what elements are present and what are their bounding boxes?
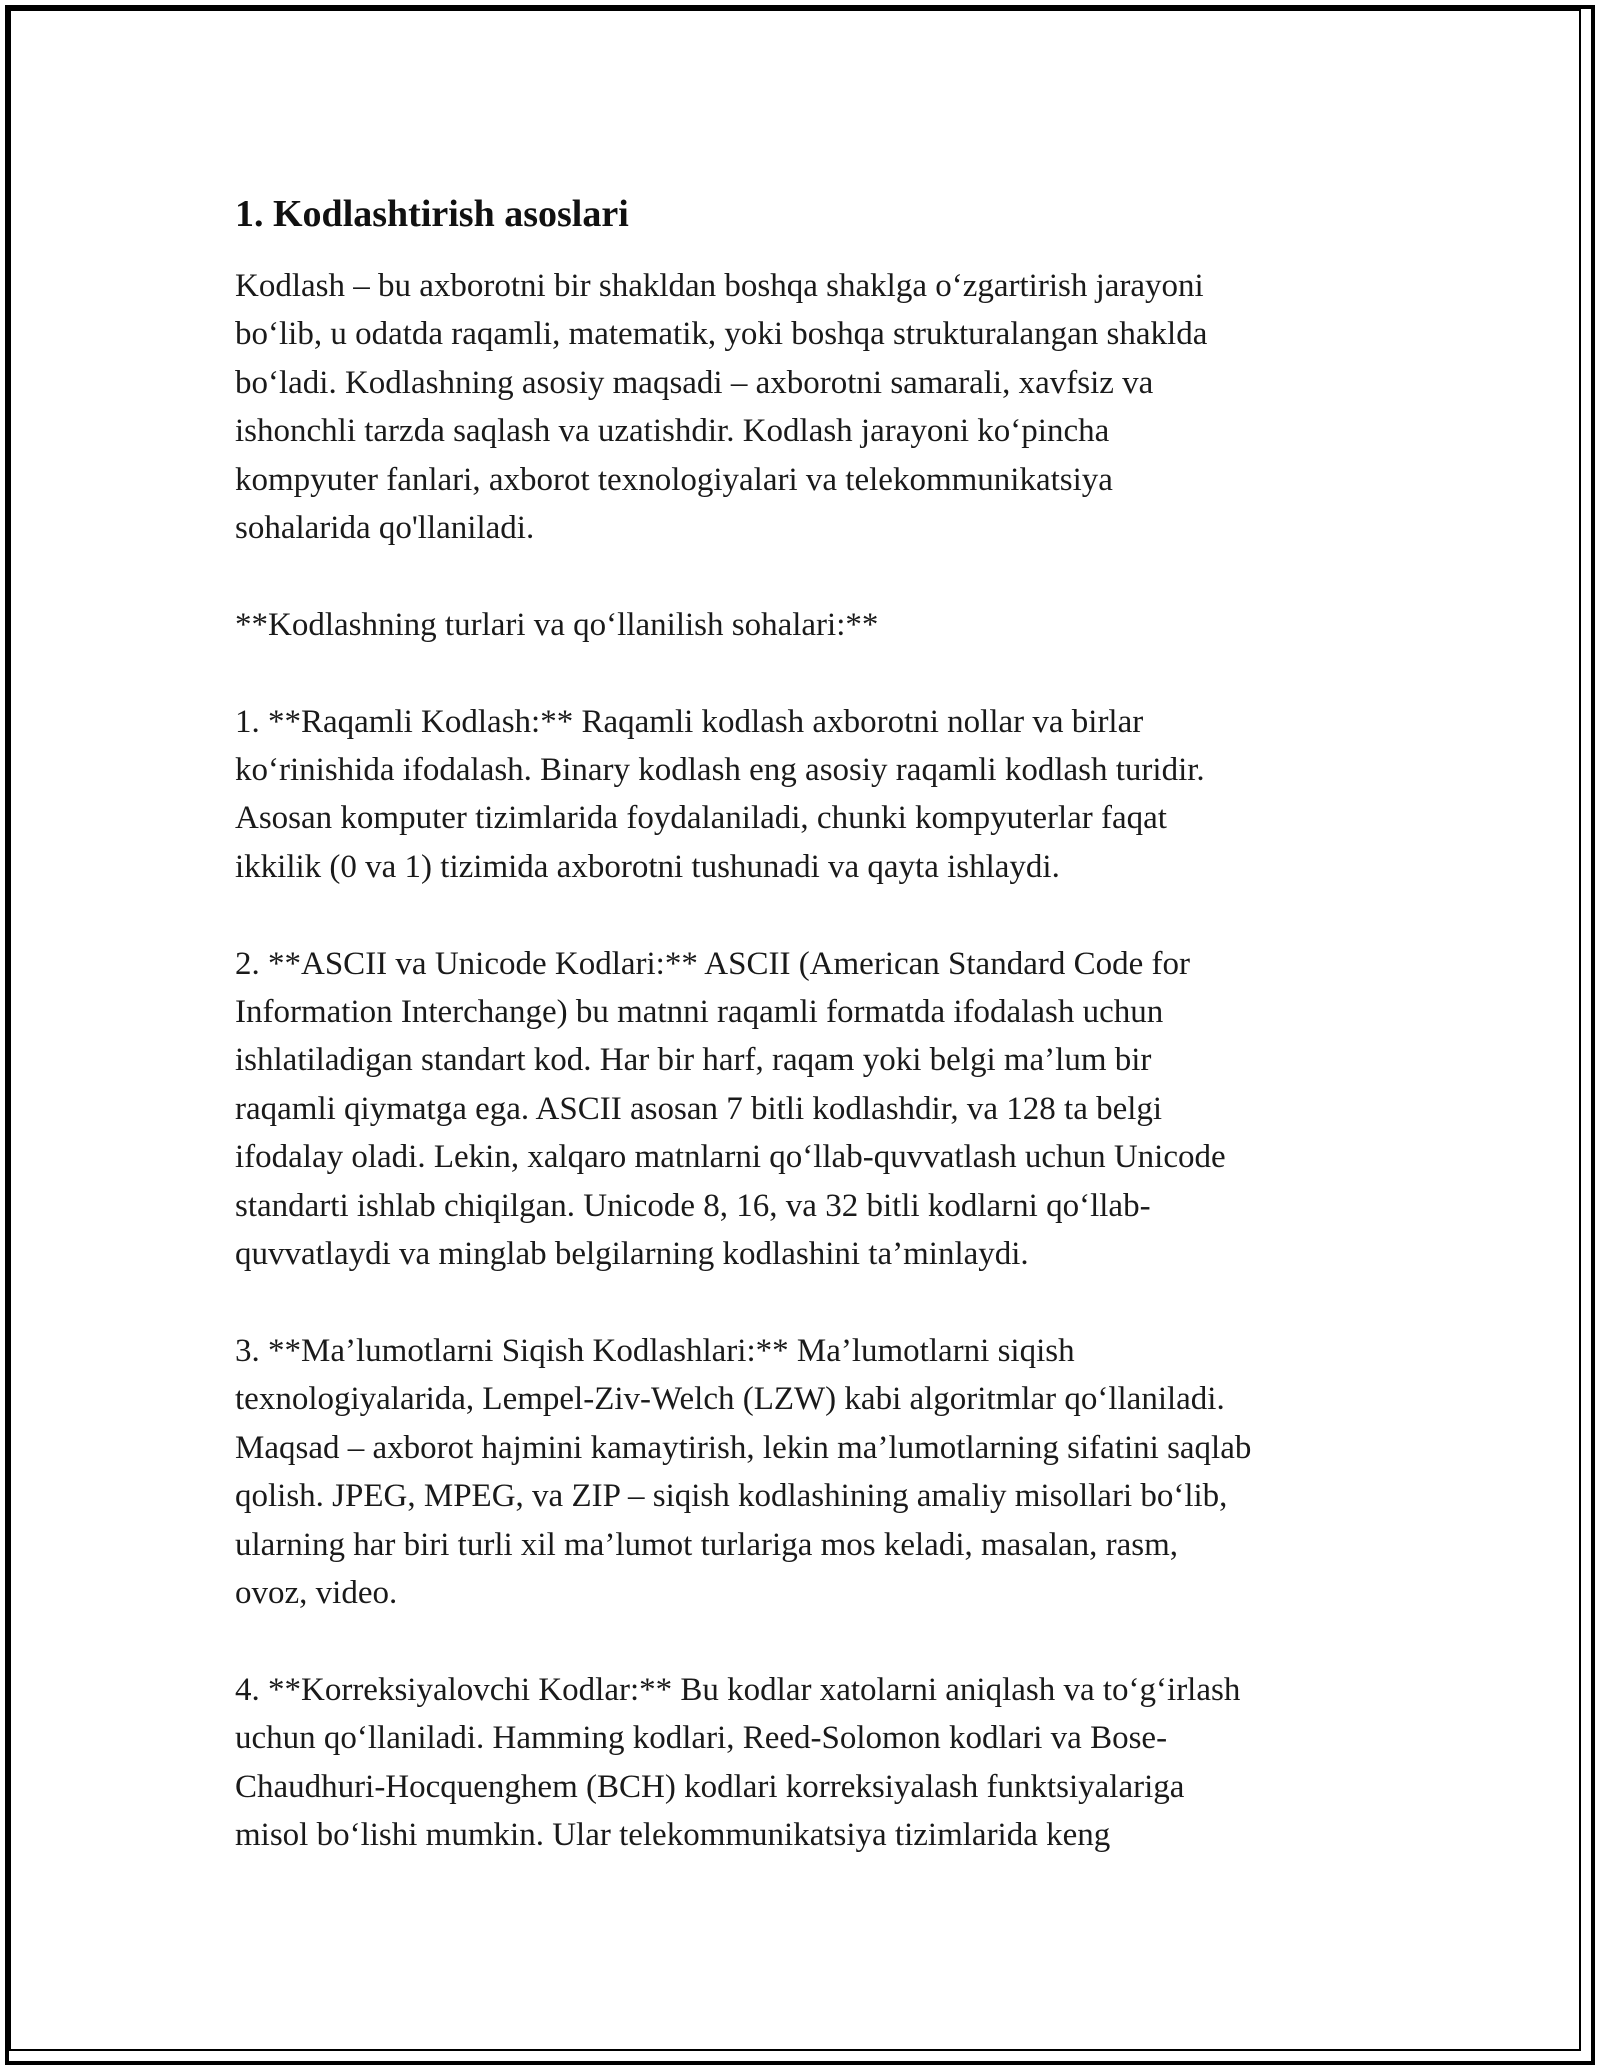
text-line: Kodlash – bu axborotni bir shakldan boshqa shaklga o‘zgartirish jarayoni (235, 268, 1204, 304)
text-line: ovoz, video. (235, 1574, 398, 1611)
text-line: bo‘ladi. Kodlashning asosiy maqsadi – axborotni samarali, xavfsiz va (235, 364, 1154, 401)
paragraph-spacer (235, 552, 1385, 600)
list-item-2-paragraph (235, 940, 1385, 1279)
document-body (235, 186, 1385, 1859)
text-line: **Kodlashning turlari va qo‘llanilish sohalari:** (235, 606, 879, 643)
paragraph-spacer (235, 649, 1385, 697)
paragraph-spacer (235, 891, 1385, 939)
text-line: 1. **Raqamli Kodlash:** Raqamli kodlash axborotni nollar va birlar (235, 703, 1144, 740)
text-line: bo‘lib, u odatda raqamli, matematik, yoki boshqa strukturalangan shaklda (235, 316, 1208, 353)
text-line: ularning har biri turli xil ma’lumot turlariga mos keladi, masalan, rasm, (235, 1526, 1179, 1563)
paragraph-spacer (235, 1278, 1385, 1326)
paragraph-spacer (235, 1617, 1385, 1665)
text-line: misol bo‘lishi mumkin. Ular telekommunikatsiya tizimlarida keng (235, 1816, 1111, 1853)
list-item-3-paragraph (235, 1327, 1385, 1617)
text-line: raqamli qiymatga ega. ASCII asosan 7 bitli kodlashdir, va 128 ta belgi (235, 1090, 1163, 1127)
text-line: 3. **Ma’lumotlarni Siqish Kodlashlari:** Ma’lumotlarni siqish (235, 1332, 1075, 1369)
text-line: 2. **ASCII va Unicode Kodlari:** ASCII (American Standard Code for (235, 945, 1190, 982)
text-line: 4. **Korreksiyalovchi Kodlar:** Bu kodlar xatolarni aniqlash va to‘g‘irlash (235, 1671, 1241, 1708)
text-line: qolish. JPEG, MPEG, va ZIP – siqish kodlashining amaliy misollari bo‘lib, (235, 1478, 1228, 1515)
text-line: Information Interchange) bu matnni raqamli formatda ifodalash uchun (235, 994, 1164, 1031)
intro-paragraph (235, 262, 1385, 552)
text-line: sohalarida qo'llaniladi. (235, 510, 535, 547)
text-line: standarti ishlab chiqilgan. Unicode 8, 16, va 32 bitli kodlarni qo‘llab- (235, 1187, 1151, 1224)
text-line: kompyuter fanlari, axborot texnologiyalari va telekommunikatsiya (235, 461, 1113, 498)
text-line: ko‘rinishida ifodalash. Binary kodlash eng asosiy raqamli kodlash turidir. (235, 752, 1205, 789)
text-line: ifodalay oladi. Lekin, xalqaro matnlarni qo‘llab-quvvatlash uchun Unicode (235, 1139, 1226, 1176)
text-line: Asosan komputer tizimlarida foydalaniladi, chunki kompyuterlar faqat (235, 800, 1167, 837)
text-line: ikkilik (0 va 1) tizimida axborotni tushunadi va qayta ishlaydi. (235, 848, 1060, 885)
text-line: quvvatlaydi va minglab belgilarning kodlashini ta’minlaydi. (235, 1236, 1029, 1273)
text-line: uchun qo‘llaniladi. Hamming kodlari, Reed-Solomon kodlari va Bose- (235, 1720, 1168, 1757)
subheading-paragraph (235, 601, 1385, 649)
list-item-4-paragraph (235, 1666, 1385, 1860)
text-line: ishonchli tarzda saqlash va uzatishdir. Kodlash jarayoni ko‘pincha (235, 413, 1110, 450)
text-line: Chaudhuri-Hocquenghem (BCH) kodlari korreksiyalash funktsiyalariga (235, 1768, 1185, 1805)
text-line: Maqsad – axborot hajmini kamaytirish, lekin ma’lumotlarning sifatini saqlab (235, 1429, 1252, 1466)
list-item-1-paragraph (235, 698, 1385, 892)
text-line: texnologiyalarida, Lempel-Ziv-Welch (LZW) kabi algoritmlar qo‘llaniladi. (235, 1381, 1225, 1418)
section-heading: 1. Kodlashtirish asoslari (235, 193, 629, 235)
text-line: ishlatiladigan standart kod. Har bir harf, raqam yoki belgi ma’lum bir (235, 1042, 1152, 1079)
